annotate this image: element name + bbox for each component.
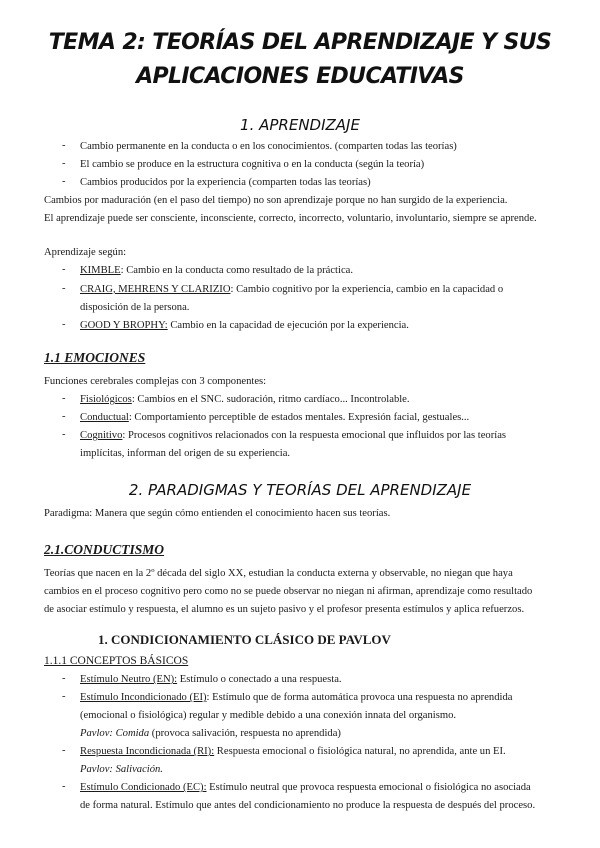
concept-definition: Estímulo neutral que provoca respuesta emocional o fisiológica no asociada — [206, 782, 531, 793]
list-item — [80, 263, 353, 278]
subsection-heading-pavlov: 1. CONDICIONAMIENTO CLÁSICO DE PAVLOV — [98, 632, 391, 647]
component-definition: : Procesos cognitivos relacionados con la respuesta emocional que influidos por las teorías — [122, 430, 507, 441]
concept-name: Estímulo Incondicionado (EI) — [80, 692, 207, 703]
list-item — [80, 690, 512, 705]
bullet-dash: - — [62, 283, 66, 294]
bullet-dash: - — [62, 691, 66, 702]
author-definition: Cambio en la capacidad de ejecución por la experiencia. — [167, 320, 409, 331]
list-item — [80, 780, 531, 795]
list-item-continuation: de forma natural. Estímulo que antes del condicionamiento no produce la respuesta de después del proceso. — [80, 800, 536, 811]
paragraph-intro: Funciones cerebrales complejas con 3 componentes: — [44, 376, 267, 387]
list-item-continuation: implícitas, informan del origen de su experiencia. — [80, 448, 291, 459]
list-item — [80, 282, 503, 297]
document-title-line-2: APLICACIONES EDUCATIVAS — [136, 64, 464, 89]
component-definition: : Cambios en el SNC. sudoración, ritmo cardíaco... Incontrolable. — [131, 394, 410, 405]
author-name: GOOD Y BROPHY: — [80, 320, 168, 331]
concept-definition: Estímulo o conectado a una respuesta. — [177, 674, 342, 685]
bullet-text: Cambio permanente en la conducta o en los conocimientos. (comparten todas las teorías) — [80, 141, 457, 152]
paragraph-line: Teorías que nacen en la 2º década del siglo XX, estudian la conducta externa y observable, no niegan que haya — [44, 568, 513, 579]
component-name: Cognitivo — [80, 430, 123, 441]
bullet-dash: - — [62, 429, 66, 440]
list-item — [80, 392, 410, 407]
section-heading-aprendizaje: 1. APRENDIZAJE — [240, 116, 360, 134]
concept-name: Estímulo Neutro (EN): — [80, 674, 178, 685]
author-name: CRAIG, MEHRENS Y CLARIZIO — [80, 284, 231, 295]
author-definition: : Cambio cognitivo por la experiencia, cambio en la capacidad o — [230, 284, 504, 295]
list-item-continuation: (emocional o fisiológica) regular y medible debido a una conexión innata del organismo. — [80, 710, 457, 721]
paragraph-line: cambios en el proceso cognitivo pero como no se puede observar no niegan ni afirman, aprendizaje como resultado — [44, 586, 533, 597]
paragraph: Paradigma: Manera que según cómo entienden el conocimiento hacen sus teorías. — [44, 508, 391, 519]
subsection-heading-emociones: 1.1 EMOCIONES — [44, 350, 146, 365]
example-label: Pavlov: Comida — [80, 728, 150, 739]
concept-definition: Respuesta emocional o fisiológica natural, no aprendida, ante un EI. — [214, 746, 506, 757]
concept-name: Respuesta Incondicionada (RI): — [80, 746, 215, 757]
list-item — [80, 744, 506, 759]
document-title-line-1: TEMA 2: TEORÍAS DEL APRENDIZAJE Y SUS — [48, 30, 552, 55]
example-line: Pavlov: Salivación. — [80, 764, 163, 775]
example-text: (provoca salivación, respuesta no aprendida) — [149, 728, 341, 739]
bullet-dash: - — [62, 393, 66, 404]
component-name: Fisiológicos — [80, 394, 132, 405]
list-item — [80, 672, 342, 687]
author-definition: : Cambio en la conducta como resultado de la práctica. — [120, 265, 353, 276]
bullet-dash: - — [62, 158, 66, 169]
bullet-dash: - — [62, 673, 66, 684]
section-heading-paradigmas: 2. PARADIGMAS Y TEORÍAS DEL APRENDIZAJE — [128, 481, 472, 499]
bullet-dash: - — [62, 140, 66, 151]
concept-name: Estímulo Condicionado (EC): — [80, 782, 207, 793]
bullet-dash: - — [62, 745, 66, 756]
paragraph: El aprendizaje puede ser consciente, inconsciente, correcto, incorrecto, voluntario, involuntario, siempre se aprende. — [44, 213, 537, 224]
bullet-dash: - — [62, 264, 66, 275]
list-item-continuation: disposición de la persona. — [80, 302, 190, 313]
paragraph-line: de asociar estímulo y respuesta, el alumno es un sujeto pasivo y el profesor presenta estímulos y aplica refuerzos. — [44, 604, 525, 615]
subsection-heading-conductismo: 2.1.CONDUCTISMO — [44, 542, 165, 557]
paragraph: Cambios por maduración (en el paso del tiempo) no son aprendizaje porque no han surgido de la experiencia. — [44, 195, 508, 206]
paragraph-intro: Aprendizaje según: — [44, 247, 127, 258]
bullet-dash: - — [62, 411, 66, 422]
bullet-dash: - — [62, 781, 66, 792]
bullet-dash: - — [62, 176, 66, 187]
bullet-text: El cambio se produce en la estructura cognitiva o en la conducta (según la teoría) — [80, 159, 425, 170]
list-item — [80, 410, 469, 425]
component-definition: : Comportamiento perceptible de estados mentales. Expresión facial, gestuales... — [128, 412, 470, 423]
list-item — [80, 318, 409, 333]
bullet-dash: - — [62, 319, 66, 330]
list-item — [80, 428, 506, 443]
example-line — [80, 726, 341, 741]
author-name: KIMBLE — [80, 265, 121, 276]
bullet-text: Cambios producidos por la experiencia (comparten todas las teorías) — [80, 177, 371, 188]
concept-definition: : Estímulo que de forma automática provoca una respuesta no aprendida — [206, 692, 513, 703]
sub-subsection-heading: 1.1.1 CONCEPTOS BÁSICOS — [44, 655, 189, 667]
component-name: Conductual — [80, 412, 129, 423]
